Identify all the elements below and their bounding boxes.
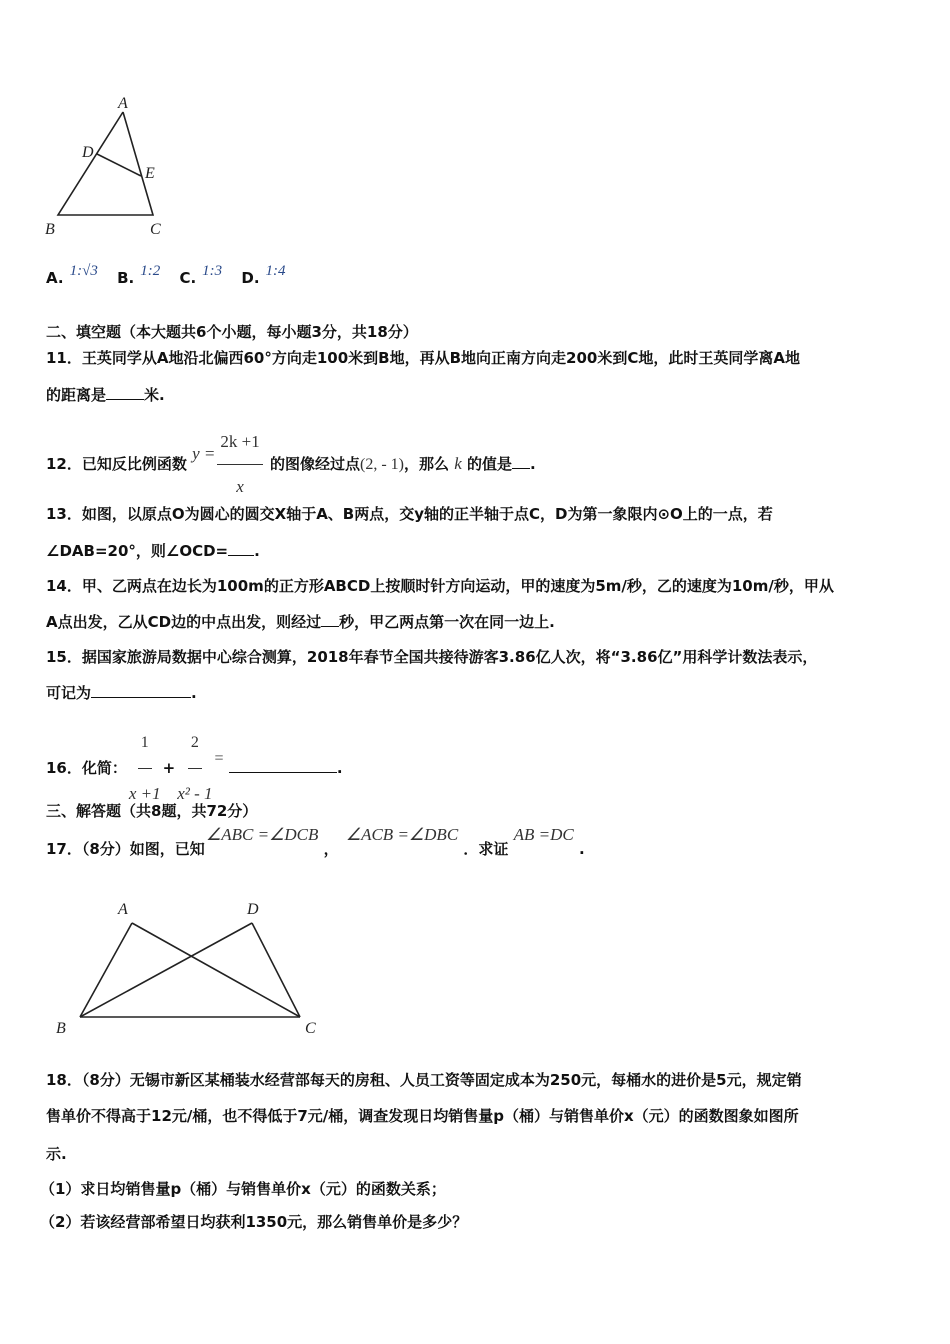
q14-line1: 14．甲、乙两点在边长为100m的正方形ABCD上按顺时针方向运动，甲的速度为5m/秒，乙的速度为10m/秒，甲从	[46, 577, 834, 595]
option-b-value: 1:2	[140, 263, 161, 279]
q18-line3: 示.	[46, 1145, 67, 1163]
label-e: E	[145, 165, 155, 182]
q18-part1: （1）求日均销售量p（桶）与销售单价x（元）的函数关系；	[40, 1180, 446, 1198]
q13-text: ∠DAB=20°，则∠OCD=	[46, 542, 229, 560]
q14-text: A点出发，乙从CD边的中点出发，则经过	[46, 613, 322, 631]
q17-condition-1: ∠ABC =∠DCB	[206, 825, 319, 844]
crossed-triangles-figure	[50, 895, 340, 1040]
q12-text: 12．已知反比例函数	[46, 455, 187, 473]
q16-numerator-2: 2	[188, 718, 202, 769]
q15-line1: 15．据国家旅游局数据中心综合测算，2018年春节全国共接待游客3.86亿人次，将“3.86亿”用科学计数法表示，	[46, 648, 818, 666]
q17-prove-text: ．求证	[463, 840, 509, 858]
q17-end: .	[578, 840, 585, 858]
q13-line2	[46, 541, 260, 561]
q16-equals: =	[214, 750, 224, 767]
label-d: D	[247, 901, 259, 918]
q11-line2	[46, 385, 165, 405]
q11-unit: 米.	[144, 386, 165, 404]
answer-options	[46, 263, 300, 289]
q12-k: k	[454, 454, 462, 473]
option-a-value: 1:√3	[69, 263, 98, 279]
q14-text-end: 秒，甲乙两点第一次在同一边上.	[339, 613, 555, 631]
label-b: B	[56, 1020, 66, 1037]
label-a: A	[118, 95, 128, 112]
q12-fraction	[217, 420, 262, 509]
q12-denominator: x	[236, 477, 244, 496]
q12-end: .	[530, 455, 536, 473]
q16-text: 16．化简：	[46, 759, 127, 777]
option-c-value: 1:3	[202, 263, 223, 279]
q16-end: .	[336, 759, 343, 777]
q12-numerator: 2k +1	[217, 420, 262, 465]
q17-text: 17．（8分）如图，已知	[46, 840, 205, 858]
option-a-letter[interactable]: A.	[46, 269, 64, 287]
option-c-letter[interactable]: C.	[179, 269, 197, 287]
q15-end: .	[191, 684, 197, 702]
q14-line2	[46, 612, 555, 632]
section-2-heading: 二、填空题（本大题共6个小题，每小题3分，共18分）	[46, 323, 418, 341]
q18-line2: 售单价不得高于12元/桶，也不得低于7元/桶，调查发现日均销售量p（桶）与销售单价x（元）的函数图象如图所	[46, 1107, 799, 1125]
q12	[46, 420, 536, 509]
q13-answer-blank[interactable]	[228, 541, 254, 556]
q16-numerator-1: 1	[138, 718, 152, 769]
q17-comma: ，	[323, 840, 339, 858]
q12-point: (2, - 1)	[359, 456, 404, 473]
label-c: C	[150, 221, 161, 238]
q16-denominator-2: x² - 1	[177, 784, 213, 803]
q12-text-post: 的值是	[467, 455, 513, 473]
option-b-letter[interactable]: B.	[117, 269, 135, 287]
q18-line1: 18．（8分）无锡市新区某桶装水经营部每天的房租、人员工资等固定成本为250元，每桶水的进价是5元，规定销	[46, 1071, 802, 1089]
triangle-figure-ade	[40, 92, 180, 242]
option-d-value: 1:4	[265, 263, 286, 279]
q11-text: 的距离是	[46, 386, 107, 404]
label-a: A	[118, 901, 128, 918]
q16-answer-blank[interactable]	[229, 758, 337, 773]
option-d-letter[interactable]: D.	[241, 269, 260, 287]
q17-condition-2: ∠ACB =∠DBC	[345, 825, 459, 844]
label-c: C	[305, 1020, 316, 1037]
q17	[46, 825, 585, 859]
q15-line2	[46, 683, 197, 703]
q16-plus: +	[162, 759, 176, 777]
q15-text: 可记为	[46, 684, 92, 702]
label-b: B	[45, 221, 55, 238]
q13-end: .	[254, 542, 260, 560]
q12-text-mid: 的图像经过点	[269, 455, 360, 473]
q16-denominator-1: x +1	[128, 784, 161, 803]
q13-line1: 13．如图，以原点O为圆心的圆交X轴于A、B两点，交y轴的正半轴于点C，D为第一象限内⊙O上的一点，若	[46, 505, 773, 523]
section-3-heading: 三、解答题（共8题，共72分）	[46, 802, 258, 820]
q12-y: y =	[192, 444, 216, 463]
q15-answer-blank[interactable]	[91, 683, 191, 698]
q17-goal: AB =DC	[513, 825, 574, 844]
q12-text-mid2: ，那么	[403, 455, 449, 473]
q11-answer-blank[interactable]	[106, 385, 144, 400]
q11-line1: 11．王英同学从A地沿北偏西60°方向走100米到B地，再从B地向正南方向走200米到C地，此时王英同学离A地	[46, 349, 800, 367]
q18-part2: （2）若该经营部希望日均获利1350元，那么销售单价是多少？	[40, 1213, 468, 1231]
label-d: D	[82, 144, 94, 161]
q12-answer-blank[interactable]	[512, 454, 530, 469]
q14-answer-blank[interactable]	[321, 612, 339, 627]
